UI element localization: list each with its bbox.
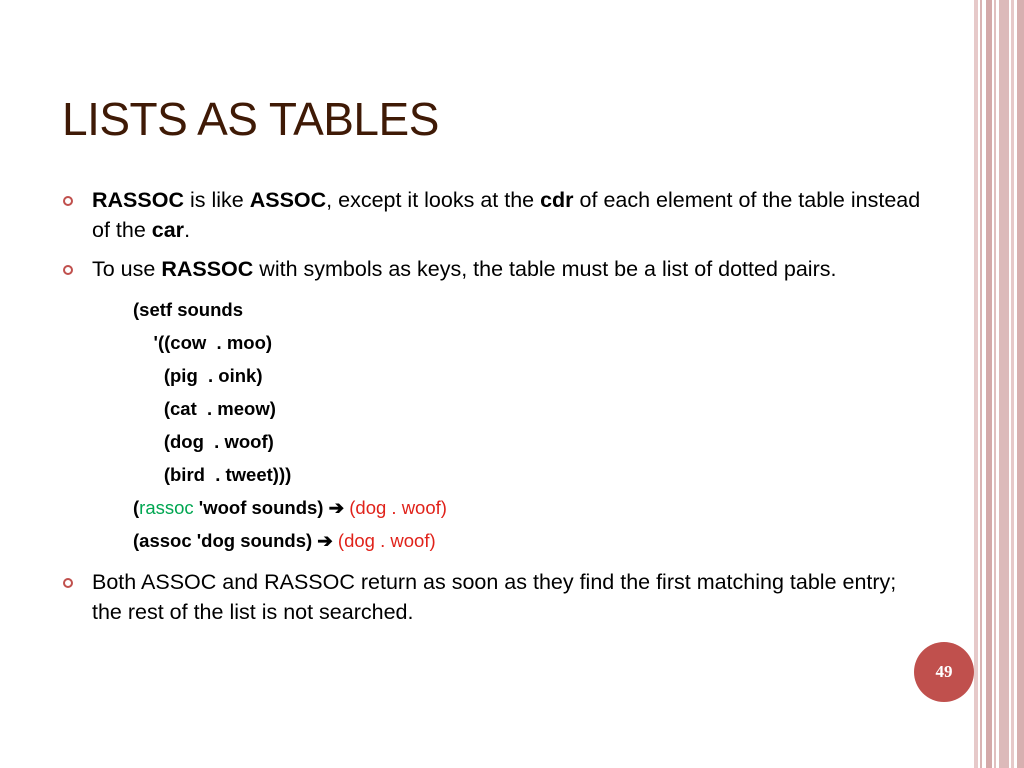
code-example	[133, 293, 932, 557]
bullet-rassoc-description	[62, 185, 932, 245]
rassoc-function-name: rassoc	[139, 497, 194, 518]
code-line: (bird . tweet)))	[133, 464, 292, 485]
slide-content	[62, 185, 932, 636]
bullet-marker-icon	[63, 578, 73, 588]
bullet-text: with symbols as keys, the table must be a list of dotted pairs.	[253, 257, 837, 281]
keyword-cdr: cdr	[540, 188, 574, 212]
page-number: 49	[935, 662, 953, 681]
code-line: (dog . woof)	[133, 431, 274, 452]
bullet-rassoc-usage	[62, 254, 932, 284]
example-result: (dog . woof)	[332, 530, 436, 551]
border-stripe	[999, 0, 1009, 768]
slide-title: LISTS AS TABLES	[62, 93, 439, 145]
bullet-marker-icon	[63, 265, 73, 275]
bullet-text: .	[184, 218, 191, 242]
right-arrow-icon: ➔	[317, 530, 333, 551]
border-stripe	[986, 0, 992, 768]
code-text: (assoc 'dog sounds)	[133, 530, 318, 551]
bullet-return-behavior	[62, 567, 932, 627]
code-line: (cat . meow)	[133, 398, 276, 419]
bullet-text: , except it looks at the	[326, 188, 541, 212]
bullet-marker-icon	[63, 196, 73, 206]
keyword-rassoc: RASSOC	[161, 257, 254, 281]
bullet-text: To use	[92, 257, 162, 281]
keyword-car: car	[151, 218, 185, 242]
border-stripe	[994, 0, 996, 768]
bullet-text: is like	[183, 188, 250, 212]
code-text: (	[133, 497, 140, 518]
border-stripe	[1011, 0, 1014, 768]
rassoc-example	[133, 491, 932, 524]
border-stripe	[974, 0, 978, 768]
border-stripe	[1017, 0, 1024, 768]
keyword-assoc: ASSOC	[249, 188, 327, 212]
page-number-badge	[914, 642, 974, 702]
bullet-text: Both ASSOC and RASSOC return as soon as they find the first matching table entry; the rest of the list is not searched.	[92, 570, 897, 624]
code-line: (pig . oink)	[133, 365, 263, 386]
code-text: 'woof sounds)	[193, 497, 329, 518]
code-line: (setf sounds	[133, 299, 243, 320]
border-stripe	[980, 0, 982, 768]
bullet-text: of each element of the table instead of the	[92, 188, 921, 242]
assoc-example	[133, 524, 932, 557]
code-line: '((cow . moo)	[133, 332, 273, 353]
keyword-rassoc: RASSOC	[92, 188, 184, 212]
right-arrow-icon: ➔	[328, 497, 345, 518]
example-result: (dog . woof)	[344, 497, 447, 518]
